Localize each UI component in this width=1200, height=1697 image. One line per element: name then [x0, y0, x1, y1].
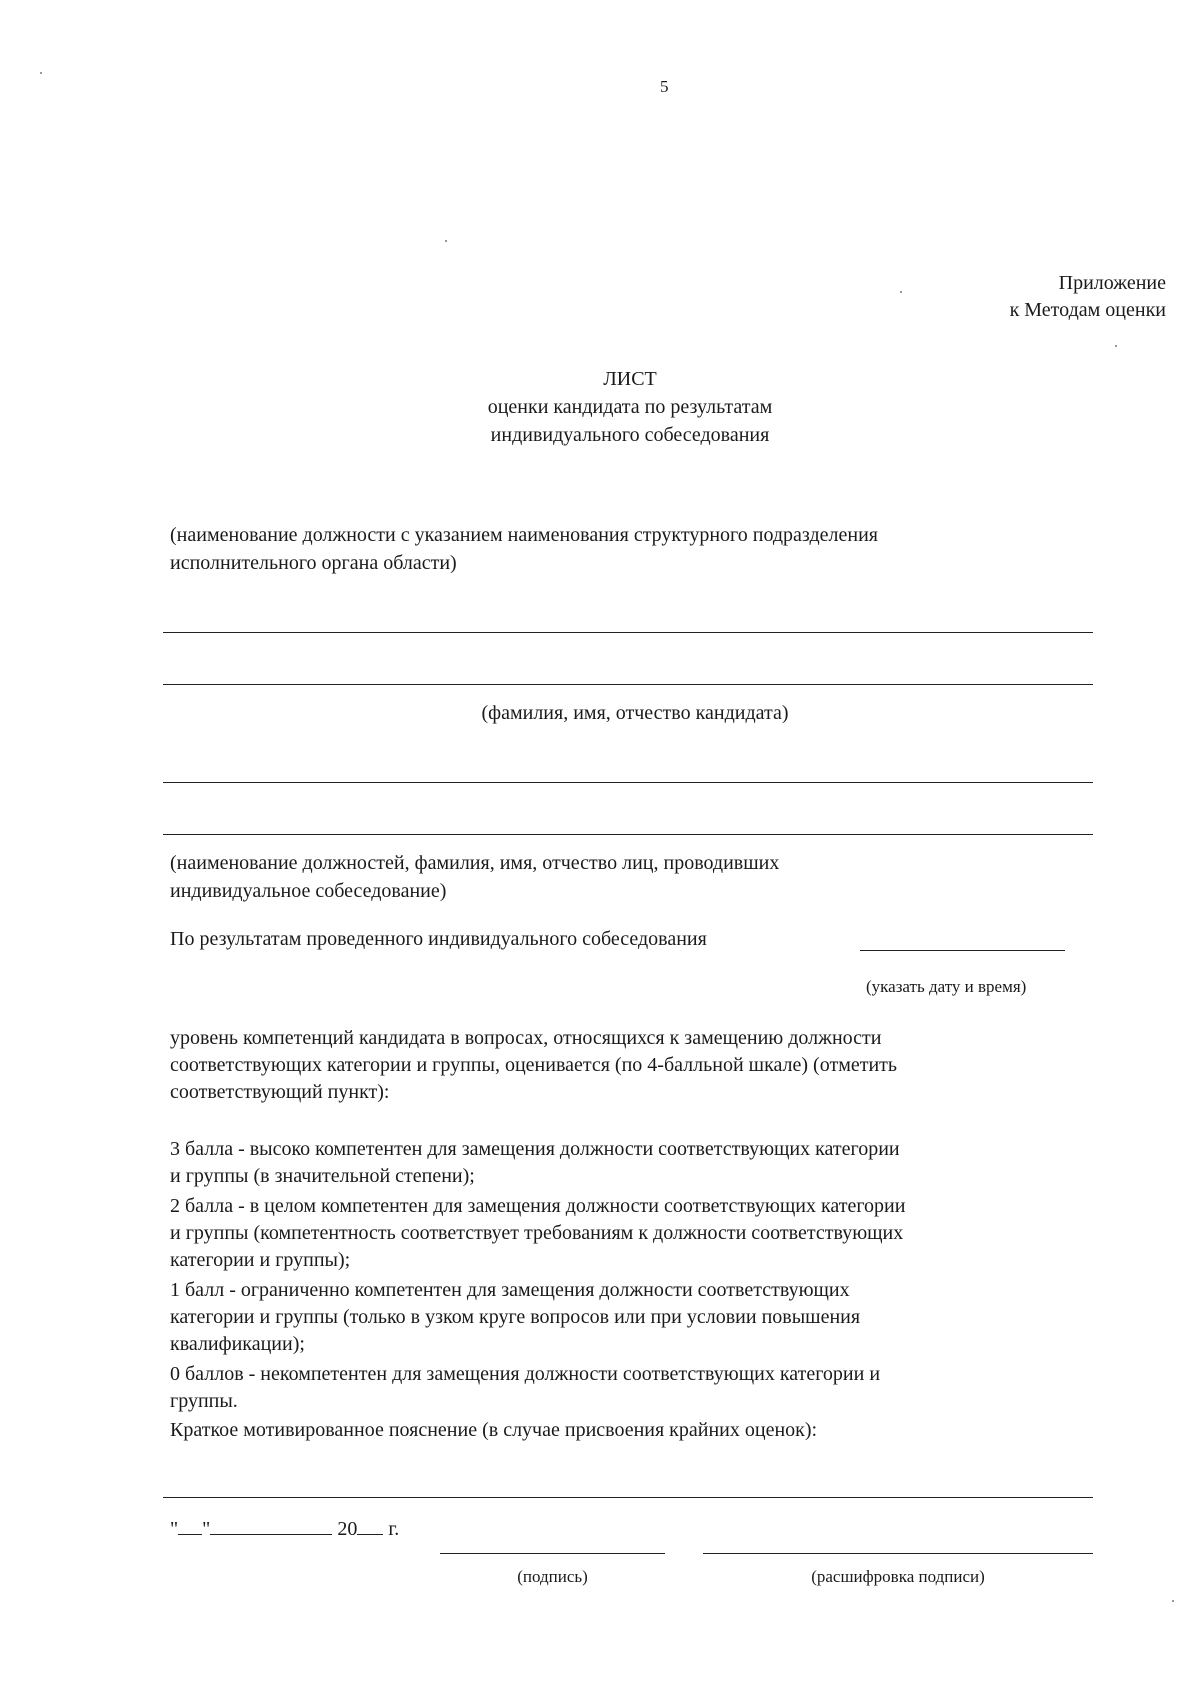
interviewers-caption-line-1: (наименование должностей, фамилия, имя, отчество лиц, проводивших: [170, 852, 780, 874]
score-2-line-2[interactable]: и группы (компетентность соответствует требованиям к должности соответствующих: [170, 1222, 904, 1244]
candidate-fill-line-1[interactable]: [163, 632, 1093, 633]
interviewers-fill-line-2[interactable]: [163, 834, 1093, 835]
appendix-line-2: к Методам оценки: [1009, 299, 1166, 321]
explanation-fill-line[interactable]: [163, 1497, 1093, 1498]
score-2-line-1[interactable]: 2 балла - в целом компетентен для замещения должности соответствующих категории: [170, 1195, 906, 1217]
signature-line[interactable]: [440, 1553, 665, 1554]
scan-speck: [445, 240, 447, 242]
interviewers-fill-line-1[interactable]: [163, 782, 1093, 783]
scan-speck: [1115, 345, 1117, 347]
competency-line-3: соответствующий пункт):: [170, 1081, 390, 1103]
score-3-line-1[interactable]: 3 балла - высоко компетентен для замещения должности соответствующих категории: [170, 1138, 900, 1160]
document-subtitle-2: индивидуального собеседования: [490, 424, 770, 446]
datetime-caption: (указать дату и время): [866, 977, 1027, 996]
score-2-line-3[interactable]: категории и группы);: [170, 1249, 351, 1271]
date-quote-open: ": [170, 1518, 179, 1540]
score-1-line-2[interactable]: категории и группы (только в узком круге вопросов или при условии повышения: [170, 1306, 861, 1328]
interview-datetime-field[interactable]: [860, 950, 1065, 951]
explanation-label: Краткое мотивированное пояснение (в случае присвоения крайних оценок):: [170, 1419, 818, 1441]
month-blank[interactable]: [210, 1516, 332, 1535]
results-line: По результатам проведенного индивидуального собеседования: [170, 928, 707, 950]
page-number: 5: [660, 77, 669, 96]
scan-speck: [900, 291, 902, 293]
candidate-fill-line-2[interactable]: [163, 684, 1093, 685]
date-field[interactable]: [170, 1516, 399, 1543]
signature-decoding-caption: (расшифровка подписи): [811, 1567, 985, 1586]
score-3-line-2[interactable]: и группы (в значительной степени);: [170, 1165, 475, 1187]
day-blank[interactable]: [178, 1516, 202, 1535]
appendix-line-1: Приложение: [1058, 272, 1166, 294]
position-caption-line-2: исполнительного органа области): [170, 552, 457, 574]
score-1-line-3[interactable]: квалификации);: [170, 1333, 305, 1355]
interviewers-caption-line-2: индивидуальное собеседование): [170, 880, 447, 902]
scan-speck: [1172, 1600, 1174, 1602]
signature-caption: (подпись): [517, 1567, 588, 1586]
candidate-caption: (фамилия, имя, отчество кандидата): [481, 702, 789, 724]
signature-decoding-line[interactable]: [703, 1553, 1093, 1554]
year-prefix: 20: [337, 1518, 358, 1540]
document-title: ЛИСТ: [603, 368, 657, 390]
competency-line-1: уровень компетенций кандидата в вопросах, относящихся к замещению должности: [170, 1027, 882, 1049]
score-1-line-1[interactable]: 1 балл - ограниченно компетентен для замещения должности соответствующих: [170, 1279, 850, 1301]
competency-line-2: соответствующих категории и группы, оценивается (по 4-балльной шкале) (отметить: [170, 1054, 898, 1076]
position-caption-line-1: (наименование должности с указанием наименования структурного подразделения: [170, 524, 878, 546]
scan-speck: [40, 72, 42, 74]
year-suffix: г.: [388, 1518, 400, 1540]
year-blank[interactable]: [357, 1516, 383, 1535]
score-0-line-2[interactable]: группы.: [170, 1390, 238, 1412]
score-0-line-1[interactable]: 0 баллов - некомпетентен для замещения должности соответствующих категории и: [170, 1363, 881, 1385]
document-subtitle-1: оценки кандидата по результатам: [487, 396, 773, 418]
date-quote-close: ": [202, 1518, 211, 1540]
